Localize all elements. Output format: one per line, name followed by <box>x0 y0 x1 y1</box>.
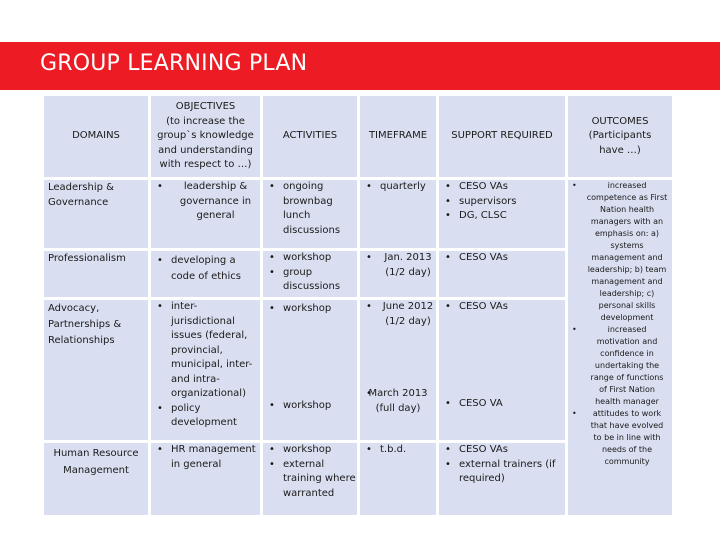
timeframe-leadership <box>360 180 436 248</box>
list-item: • Jan. 2013 (1/2 day) <box>360 251 436 280</box>
timeframe-professionalism <box>360 251 436 297</box>
support-leadership <box>439 180 565 248</box>
timeframe-advocacy <box>360 300 436 440</box>
header-objectives-line: OBJECTIVES <box>175 101 236 113</box>
list-item: • external trainers (if required) <box>439 458 565 487</box>
header-objectives-line: and understanding <box>158 144 253 156</box>
support-professionalism <box>439 251 565 297</box>
list-item: • HR management in general <box>151 443 260 472</box>
header-domains: DOMAINS <box>44 96 148 177</box>
activity-leadership <box>263 180 357 248</box>
header-support: SUPPORT REQUIRED <box>439 96 565 177</box>
header-activities: ACTIVITIES <box>263 96 357 177</box>
list-item: • external training where warranted <box>263 458 357 502</box>
list-item: • t.b.d. <box>360 443 436 458</box>
page-title: GROUP LEARNING PLAN <box>40 51 308 76</box>
objective-leadership <box>151 180 260 248</box>
list-item: • CESO VAs <box>439 300 565 315</box>
activity-hr <box>263 443 357 515</box>
header-outcomes-line: have …) <box>599 144 641 156</box>
domain-professionalism: Professionalism <box>44 251 148 297</box>
list-item: • policy development <box>151 402 256 431</box>
list-item: • CESO VAs <box>439 251 565 266</box>
outcome-item: • increased motivation and confidence in undertaking the range of functions of First Nation health manager <box>568 324 668 408</box>
domain-hr: Human Resource Management <box>44 443 148 515</box>
list-item: • inter-jurisdictional issues (federal, provincial, municipal, inter- and intra-organizational) <box>151 300 256 402</box>
header-objectives <box>151 96 260 177</box>
activity-professionalism <box>263 251 357 297</box>
list-item: • quarterly <box>360 180 436 195</box>
objective-professionalism <box>151 251 260 297</box>
header-objectives-line: with respect to …) <box>159 159 252 171</box>
list-item: • June 2012 (1/2 day) <box>360 300 436 329</box>
objective-advocacy <box>151 300 260 440</box>
header-objectives-line: (to increase the <box>166 115 245 127</box>
domain-leadership: Leadership & Governance <box>44 180 148 248</box>
support-hr <box>439 443 565 515</box>
timeframe-hr <box>360 443 436 515</box>
header-timeframe: TIMEFRAME <box>360 96 436 177</box>
outcome-item: • increased competence as First Nation health managers with an emphasis on: a) systems management and leadership; b) team management and leadership; c) personal skills development <box>568 180 668 324</box>
list-item: • workshop <box>263 443 357 458</box>
header-objectives-line: group`s knowledge <box>157 130 254 142</box>
list-item: • CESO VAs <box>439 443 565 458</box>
header-outcomes <box>568 96 672 177</box>
list-item: • CESO VAs <box>439 180 565 195</box>
outcomes-cell <box>568 180 672 515</box>
list-item: • DG, CLSC <box>439 209 565 224</box>
list-item: • CESO VA <box>439 397 565 412</box>
list-item: • developing a code of ethics <box>151 253 260 285</box>
list-item: • supervisors <box>439 195 565 210</box>
list-item: • group discussions <box>263 266 357 295</box>
support-advocacy <box>439 300 565 440</box>
domain-advocacy: Advocacy, Partnerships & Relationships <box>44 300 148 440</box>
header-outcomes-line: (Participants <box>588 130 652 142</box>
header-outcomes-line: OUTCOMES <box>591 115 649 127</box>
objective-hr <box>151 443 260 515</box>
list-item: • workshop <box>263 302 357 317</box>
list-item: • ongoing brownbag lunch discussions <box>263 180 357 238</box>
list-item: • leadership & governance in general <box>151 180 260 224</box>
outcome-item: • attitudes to work that have evolved to be in line with needs of the community <box>568 408 668 468</box>
activity-advocacy <box>263 300 357 440</box>
list-item: • workshop <box>263 251 357 266</box>
list-item: • March 2013 (full day) <box>360 387 436 416</box>
list-item: • workshop <box>263 399 357 414</box>
